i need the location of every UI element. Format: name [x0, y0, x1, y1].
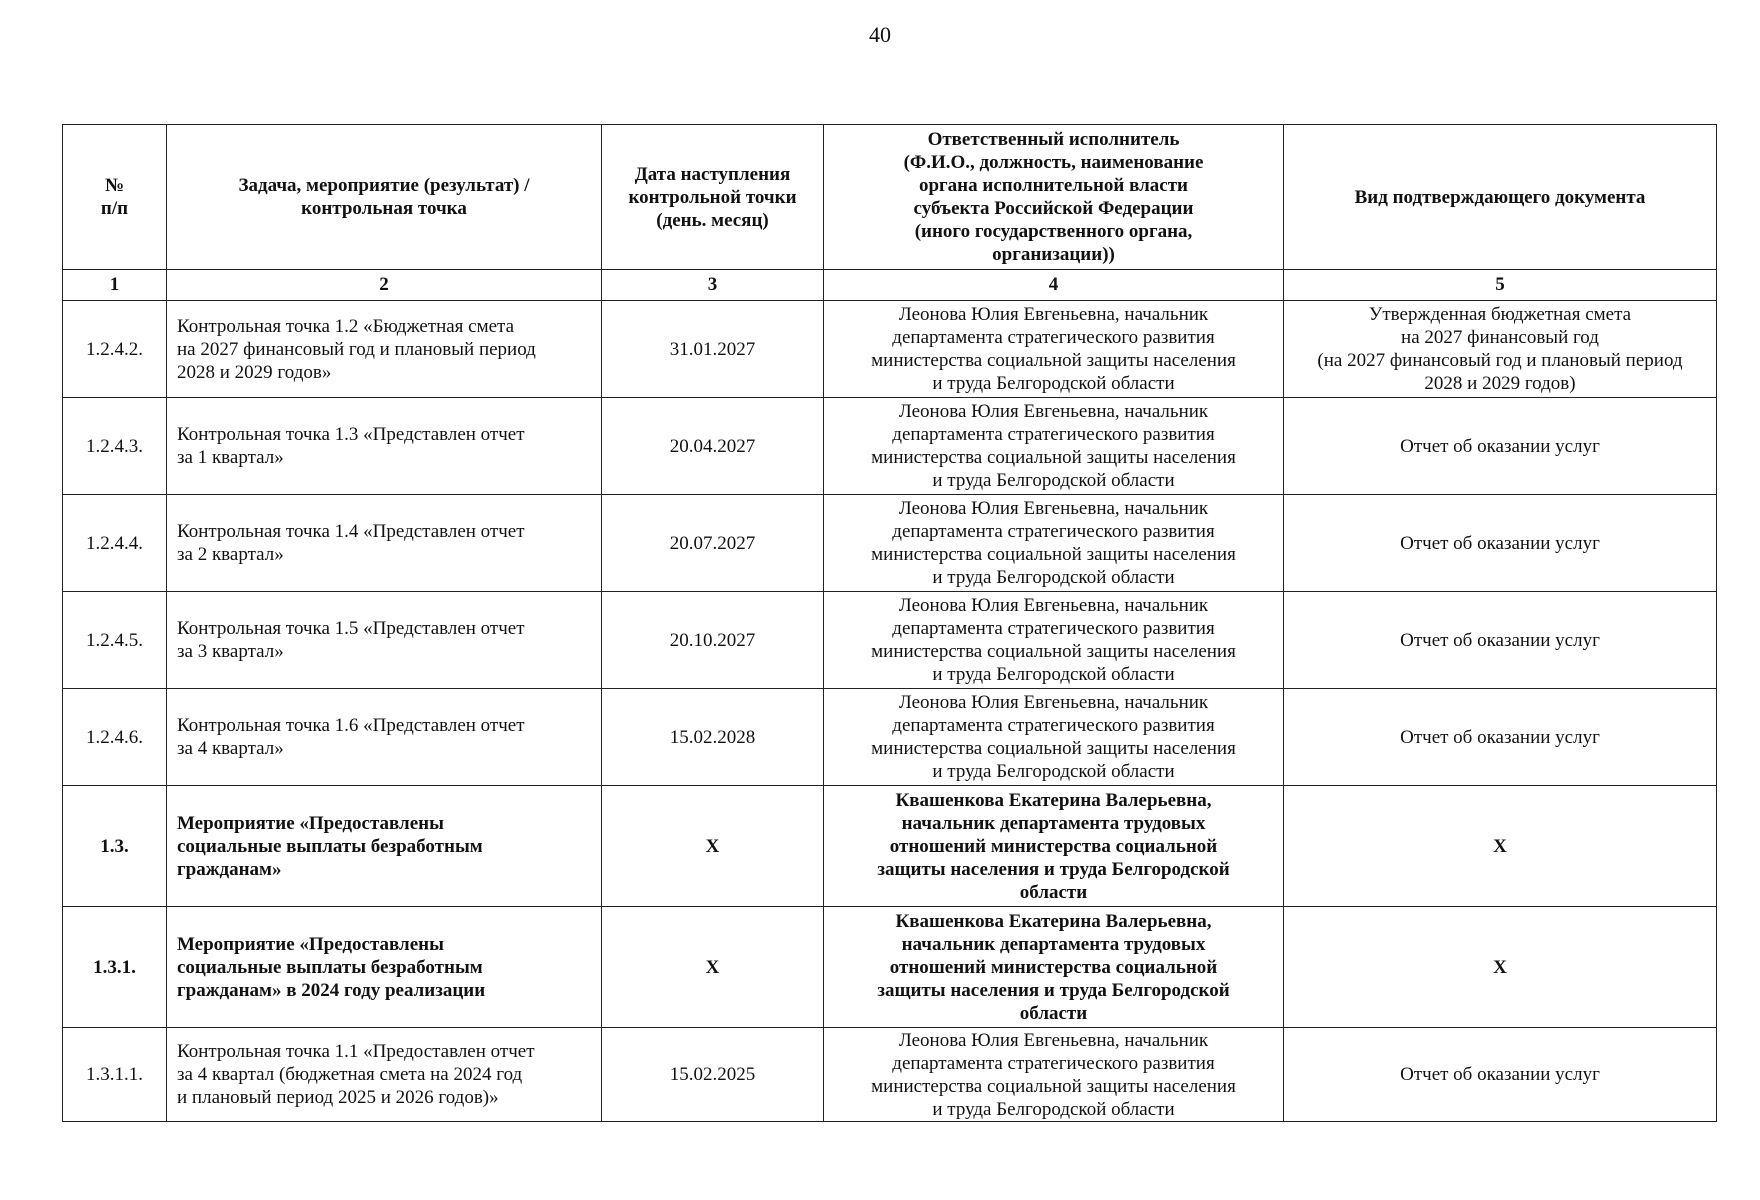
row-number: 1.3.1. [63, 907, 167, 1028]
column-number: 4 [824, 270, 1284, 301]
row-responsible: Леонова Юлия Евгеньевна, начальник департамента стратегического развития министерства социальной защиты населения и труда Белгородской области [824, 592, 1284, 689]
row-document: X [1284, 907, 1717, 1028]
row-number: 1.2.4.6. [63, 689, 167, 786]
column-number: 2 [167, 270, 602, 301]
row-document: X [1284, 786, 1717, 907]
table-row [63, 301, 1717, 398]
header-number: № п/п [63, 125, 167, 270]
table-row [63, 592, 1717, 689]
row-responsible: Леонова Юлия Евгеньевна, начальник департамента стратегического развития министерства социальной защиты населения и труда Белгородской области [824, 1028, 1284, 1122]
table-row [63, 398, 1717, 495]
row-task: Контрольная точка 1.2 «Бюджетная смета на 2027 финансовый год и плановый период 2028 и 2029 годов» [167, 301, 602, 398]
row-responsible: Леонова Юлия Евгеньевна, начальник департамента стратегического развития министерства социальной защиты населения и труда Белгородской области [824, 398, 1284, 495]
row-date: 20.07.2027 [602, 495, 824, 592]
row-date: X [602, 907, 824, 1028]
row-document: Отчет об оказании услуг [1284, 495, 1717, 592]
column-number: 1 [63, 270, 167, 301]
row-task: Контрольная точка 1.4 «Представлен отчет за 2 квартал» [167, 495, 602, 592]
row-date: 20.04.2027 [602, 398, 824, 495]
table-row [63, 907, 1717, 1028]
column-number-row [63, 270, 1717, 301]
table-row [63, 1028, 1717, 1122]
row-task: Мероприятие «Предоставлены социальные выплаты безработным гражданам» в 2024 году реализации [167, 907, 602, 1028]
row-number: 1.2.4.2. [63, 301, 167, 398]
table-header-row [63, 125, 1717, 270]
row-responsible: Квашенкова Екатерина Валерьевна, начальник департамента трудовых отношений министерства социальной защиты населения и труда Белгородской области [824, 907, 1284, 1028]
row-responsible: Квашенкова Екатерина Валерьевна, начальник департамента трудовых отношений министерства социальной защиты населения и труда Белгородской области [824, 786, 1284, 907]
header-task: Задача, мероприятие (результат) / контрольная точка [167, 125, 602, 270]
row-document: Утвержденная бюджетная смета на 2027 финансовый год (на 2027 финансовый год и плановый период 2028 и 2029 годов) [1284, 301, 1717, 398]
row-date: 15.02.2025 [602, 1028, 824, 1122]
header-responsible: Ответственный исполнитель (Ф.И.О., должность, наименование органа исполнительной власти субъекта Российской Федерации (иного государственного органа, организации)) [824, 125, 1284, 270]
header-date: Дата наступления контрольной точки (день. месяц) [602, 125, 824, 270]
column-number: 3 [602, 270, 824, 301]
row-date: X [602, 786, 824, 907]
row-task: Контрольная точка 1.5 «Представлен отчет за 3 квартал» [167, 592, 602, 689]
row-responsible: Леонова Юлия Евгеньевна, начальник департамента стратегического развития министерства социальной защиты населения и труда Белгородской области [824, 689, 1284, 786]
row-responsible: Леонова Юлия Евгеньевна, начальник департамента стратегического развития министерства социальной защиты населения и труда Белгородской области [824, 495, 1284, 592]
row-date: 15.02.2028 [602, 689, 824, 786]
row-date: 31.01.2027 [602, 301, 824, 398]
row-number: 1.3. [63, 786, 167, 907]
row-document: Отчет об оказании услуг [1284, 689, 1717, 786]
page-number: 40 [869, 22, 891, 47]
table-row [63, 786, 1717, 907]
header-document: Вид подтверждающего документа [1284, 125, 1717, 270]
row-task: Контрольная точка 1.1 «Предоставлен отчет за 4 квартал (бюджетная смета на 2024 год и плановый период 2025 и 2026 годов)» [167, 1028, 602, 1122]
row-number: 1.2.4.5. [63, 592, 167, 689]
table-row [63, 495, 1717, 592]
row-number: 1.2.4.4. [63, 495, 167, 592]
row-number: 1.3.1.1. [63, 1028, 167, 1122]
row-number: 1.2.4.3. [63, 398, 167, 495]
table-row [63, 689, 1717, 786]
row-document: Отчет об оказании услуг [1284, 592, 1717, 689]
row-document: Отчет об оказании услуг [1284, 398, 1717, 495]
column-number: 5 [1284, 270, 1717, 301]
row-task: Контрольная точка 1.6 «Представлен отчет за 4 квартал» [167, 689, 602, 786]
row-document: Отчет об оказании услуг [1284, 1028, 1717, 1122]
control-points-table [62, 124, 1717, 1122]
row-date: 20.10.2027 [602, 592, 824, 689]
row-responsible: Леонова Юлия Евгеньевна, начальник департамента стратегического развития министерства социальной защиты населения и труда Белгородской области [824, 301, 1284, 398]
row-task: Контрольная точка 1.3 «Представлен отчет за 1 квартал» [167, 398, 602, 495]
row-task: Мероприятие «Предоставлены социальные выплаты безработным гражданам» [167, 786, 602, 907]
